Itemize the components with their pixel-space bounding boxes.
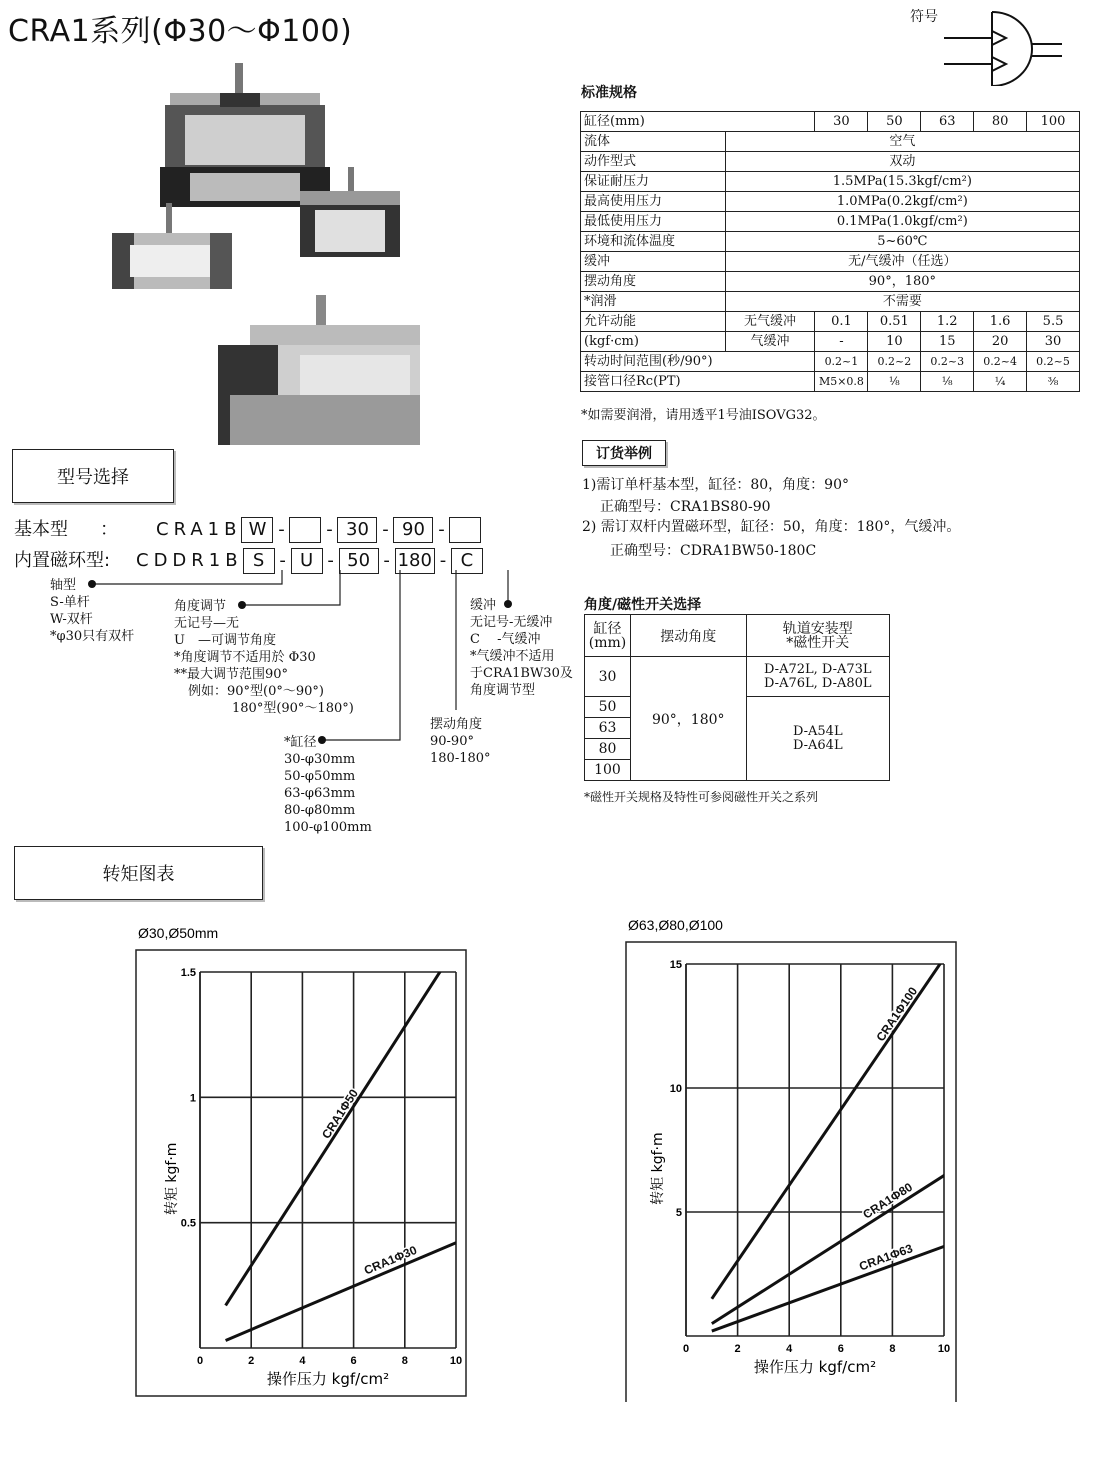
model-dash: - [383, 550, 390, 571]
spec-value: 1.5MPa(15.3kgf/cm²) [725, 172, 1079, 192]
spec-value: 无/气缓冲（任选） [725, 252, 1079, 272]
spec-row [581, 152, 1080, 172]
spec-header-cell: 50 [868, 112, 921, 132]
model-box-cushion [449, 517, 481, 543]
y-axis-label: 转矩 kgf·m [650, 1132, 666, 1205]
series-label: CRA1Φ100 [873, 984, 921, 1045]
model-box-cushion: C [451, 548, 483, 574]
spec-value: 90°，180° [725, 272, 1079, 292]
model-colon: ： [100, 519, 118, 540]
spec-value: 0.2~3 [921, 352, 974, 372]
order-heading: 订货举例 [582, 440, 666, 466]
spec-value: ⅜ [1027, 372, 1080, 392]
model-dash: - [279, 550, 286, 571]
spec-value: 0.1 [815, 312, 868, 332]
model-dash: - [382, 519, 389, 540]
spec-label: 动作型式 [581, 152, 726, 172]
actuator-photo-3 [112, 203, 232, 289]
spec-value: 5.5 [1027, 312, 1080, 332]
model-dash: - [439, 550, 447, 571]
order-line-1: 1)需订单杆基本型，缸径：80，角度：90° [582, 477, 849, 493]
model-box-shaft: S [243, 548, 275, 574]
model-dash: - [326, 519, 333, 540]
spec-value: 15 [921, 332, 974, 352]
series-group [712, 939, 957, 1331]
spec-header-label: 缸径(mm) [581, 112, 815, 132]
chart-title: Ø63,Ø80,Ø100 [628, 917, 723, 933]
series-line-2 [226, 1243, 456, 1341]
x-tick-label: 6 [837, 1343, 844, 1355]
angle-note: *磁性开关规格及特性可参阅磁性开关之系列 [584, 790, 819, 804]
y-tick-label: 10 [669, 1083, 682, 1095]
spec-sublabel: 无气缓冲 [725, 312, 815, 332]
bore-notes: *缸径 30-φ30mm 50-φ50mm 63-φ63mm 80-φ80mm 100-φ100mm [284, 735, 372, 835]
y-tick-label: 5 [675, 1207, 682, 1219]
model-magnet-label: 内置磁环型: [14, 550, 111, 571]
bore-cell: 80 [585, 739, 631, 760]
order-line-2: 2) 需订双杆内置磁环型，缸径：50，角度：180°，气缓冲。 [582, 519, 961, 535]
spec-value: 不需要 [725, 292, 1079, 312]
spec-value: 5~60℃ [725, 232, 1079, 252]
bore-cell: 100 [585, 760, 631, 781]
spec-value: 0.2~1 [815, 352, 868, 372]
angle-col-angle: 摆动角度 [630, 615, 746, 657]
angle-header-row [585, 615, 890, 657]
spec-label: 最低使用压力 [581, 212, 726, 232]
series-group [226, 947, 456, 1341]
torque-chart-large [620, 912, 965, 1402]
spec-header-cell: 100 [1027, 112, 1080, 132]
series-label: CRA1Φ63 [857, 1241, 915, 1274]
spec-label: (kgf·cm) [581, 332, 726, 352]
torque-heading: 转矩图表 [14, 846, 263, 900]
series-label: CRA1Φ30 [361, 1242, 419, 1278]
spec-header-cell: 80 [974, 112, 1027, 132]
spec-label: 最高使用压力 [581, 192, 726, 212]
spec-row [581, 272, 1080, 292]
spec-note: *如需要润滑，请用透平1号油ISOVG32。 [581, 408, 826, 423]
spec-value: 空气 [725, 132, 1079, 152]
y-tick-label: 1 [189, 1092, 196, 1105]
spec-value: 1.0MPa(0.2kgf/cm²) [725, 192, 1079, 212]
model-basic-label: 基本型 [14, 519, 68, 540]
switch-cell: D-A72L, D-A73L D-A76L, D-A80L [746, 657, 889, 697]
model-heading: 型号选择 [12, 449, 174, 503]
spec-value: 1.6 [974, 312, 1027, 332]
model-dash: - [327, 550, 334, 571]
model-dash: - [438, 519, 445, 540]
x-tick-label: 6 [350, 1355, 357, 1367]
spec-header-row [581, 112, 1080, 132]
spec-table [580, 111, 1080, 392]
switch-cell: D-A54L D-A64L [746, 697, 889, 781]
y-axis-label: 转矩 kgf·m [164, 1142, 180, 1216]
x-tick-label: 4 [786, 1343, 793, 1355]
spec-header-cell: 63 [921, 112, 974, 132]
actuator-photo-4 [218, 295, 420, 445]
x-tick-label: 2 [248, 1355, 255, 1367]
spec-value: - [815, 332, 868, 352]
angle-cell: 90°，180° [630, 657, 746, 781]
model-box-angle: 180 [395, 548, 435, 574]
model-basic-row [14, 515, 481, 543]
angle-col-bore: 缸径 (mm) [585, 615, 631, 657]
spec-sublabel: 气缓冲 [725, 332, 815, 352]
spec-label: 保证耐压力 [581, 172, 726, 192]
bore-cell: 30 [585, 657, 631, 697]
series-label: CRA1Φ80 [860, 1179, 915, 1222]
adjust-notes: 角度调节 无记号—无 U —可调节角度 *角度调节不适用於 Φ30 **最大调节范围90° 例如：90°型(0°～90°) 180°型(90°～180°) [174, 599, 354, 716]
order-line-1b: 正确型号：CRA1BS80-90 [600, 499, 771, 515]
x-tick-label: 4 [299, 1355, 306, 1367]
spec-value: 双动 [725, 152, 1079, 172]
spec-label: 允许动能 [581, 312, 726, 332]
y-tick-label: 0.5 [180, 1217, 196, 1230]
spec-value: 0.51 [868, 312, 921, 332]
model-magnet-prefix: CDDR1B [136, 550, 243, 571]
x-tick-label: 2 [734, 1343, 741, 1355]
chart-frame [136, 950, 466, 1396]
spec-label: 摆动角度 [581, 272, 726, 292]
angle-heading: 角度/磁性开关选择 [584, 597, 702, 613]
spec-label: 接管口径Rc(PT) [581, 372, 815, 392]
y-tick-label: 15 [669, 959, 682, 971]
spec-energy-row-1 [581, 312, 1080, 332]
spec-row [581, 252, 1080, 272]
spec-value: M5×0.8 [815, 372, 868, 392]
actuator-symbol-icon [940, 6, 1070, 86]
spec-value: 1.2 [921, 312, 974, 332]
spec-value: 30 [1027, 332, 1080, 352]
bore-cell: 63 [585, 718, 631, 739]
shaft-notes: 轴型 S-单杆 W-双杆 *φ30只有双杆 [50, 578, 135, 644]
series-line-1 [226, 947, 456, 1305]
spec-label: 缓冲 [581, 252, 726, 272]
order-line-2b: 正确型号：CDRA1BW50-180C [610, 543, 817, 559]
angle-switch-table [584, 614, 890, 781]
cushion-notes: 缓冲 无记号-无缓冲 C -气缓冲 *气缓冲不适用 于CRA1BW30及 角度调节型 [470, 598, 573, 698]
spec-value: 0.2~4 [974, 352, 1027, 372]
x-tick-label: 10 [449, 1355, 463, 1367]
spec-value: ¼ [974, 372, 1027, 392]
spec-value: 10 [868, 332, 921, 352]
spec-value: 0.2~2 [868, 352, 921, 372]
spec-value: 0.1MPa(1.0kgf/cm²) [725, 212, 1079, 232]
spec-header-cell: 30 [815, 112, 868, 132]
series-line-3 [712, 1242, 957, 1331]
page-title: CRA1系列(Φ30～Φ100) [8, 14, 353, 49]
angle-select-notes: 摆动角度 90-90° 180-180° [430, 717, 491, 766]
model-box-adjust [289, 517, 321, 543]
spec-row [581, 232, 1080, 252]
spec-label: 环境和流体温度 [581, 232, 726, 252]
product-photos [100, 55, 440, 455]
y-tick-label: 1.5 [180, 967, 196, 979]
model-basic-prefix: CRA1B [156, 519, 242, 540]
model-box-adjust: U [291, 548, 323, 574]
chart-title: Ø30,Ø50mm [138, 925, 219, 941]
x-axis-label: 操作压力 kgf/cm² [753, 1358, 877, 1376]
x-tick-label: 0 [682, 1343, 690, 1355]
spec-heading: 标准规格 [581, 85, 637, 101]
spec-row [581, 292, 1080, 312]
spec-value: 0.2~5 [1027, 352, 1080, 372]
torque-chart-small [130, 920, 475, 1400]
x-tick-label: 8 [889, 1343, 896, 1355]
x-axis-label: 操作压力 kgf/cm² [266, 1370, 390, 1388]
spec-row [581, 192, 1080, 212]
series-label: CRA1Φ50 [319, 1086, 361, 1142]
bore-cell: 50 [585, 697, 631, 718]
spec-energy-row-2 [581, 332, 1080, 352]
model-box-angle: 90 [393, 517, 433, 543]
spec-row [581, 212, 1080, 232]
model-dash: - [278, 519, 285, 540]
spec-port-row [581, 372, 1080, 392]
actuator-photo-1 [160, 63, 330, 207]
x-tick-label: 8 [401, 1355, 408, 1367]
model-box-bore: 30 [337, 517, 377, 543]
x-tick-label: 10 [937, 1343, 951, 1355]
spec-row [581, 172, 1080, 192]
spec-row [581, 132, 1080, 152]
angle-row [585, 657, 890, 697]
spec-label: *润滑 [581, 292, 726, 312]
spec-value: 20 [974, 332, 1027, 352]
model-box-shaft: W [241, 517, 273, 543]
angle-col-switch: 轨道安装型 *磁性开关 [746, 615, 889, 657]
spec-value: ⅛ [868, 372, 921, 392]
symbol-label: 符号 [910, 9, 938, 25]
spec-label: 转动时间范围(秒/90°) [581, 352, 815, 372]
spec-time-row [581, 352, 1080, 372]
spec-value: ⅛ [921, 372, 974, 392]
spec-label: 流体 [581, 132, 726, 152]
x-tick-label: 0 [196, 1355, 204, 1367]
model-box-bore: 50 [339, 548, 379, 574]
